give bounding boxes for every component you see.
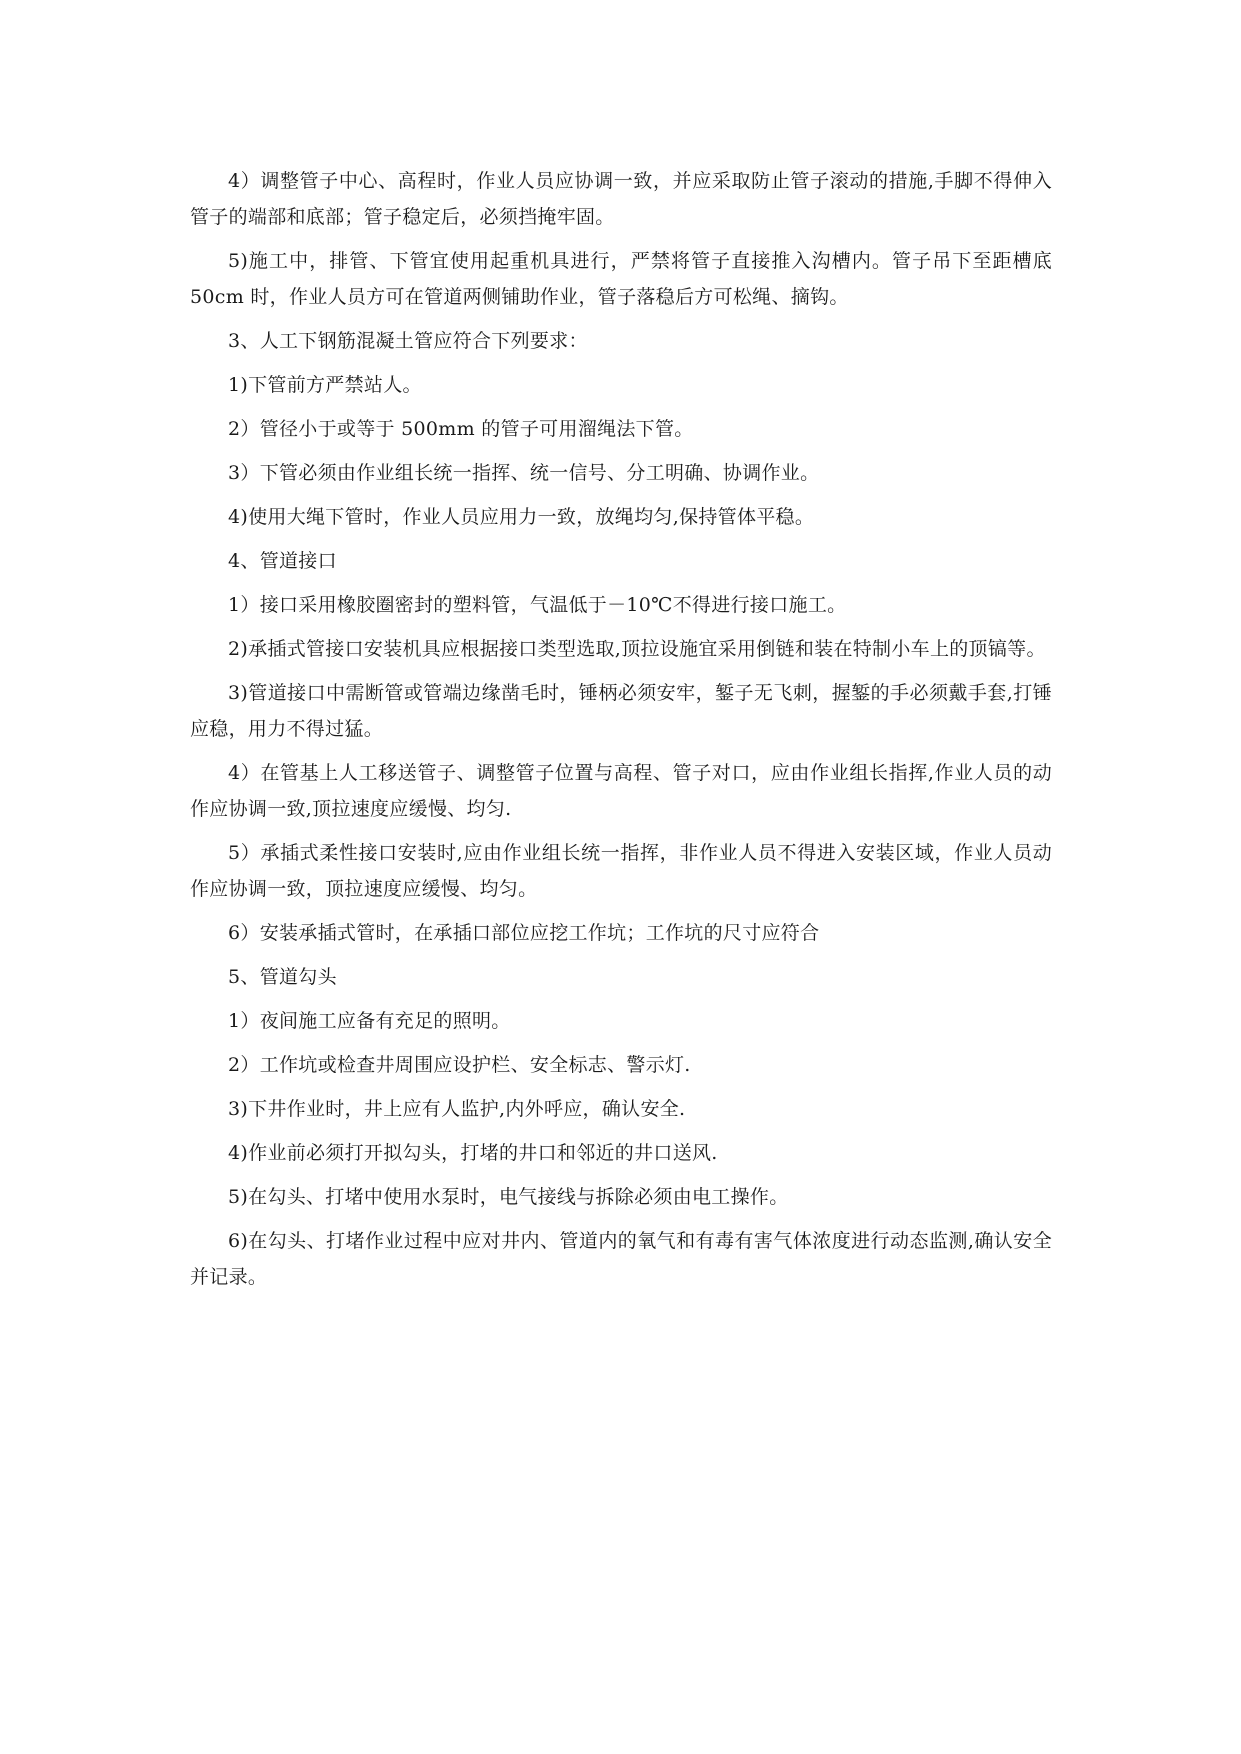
paragraph: 1)下管前方严禁站人。 — [228, 374, 422, 396]
paragraph: 1）夜间施工应备有充足的照明。 — [228, 1010, 511, 1032]
paragraph: 3）下管必须由作业组长统一指挥、统一信号、分工明确、协调作业。 — [228, 462, 820, 484]
paragraph: 4）调整管子中心、高程时，作业人员应协调一致，并应采取防止管子滚动的措施,手脚不得伸入管子的端部和底部；管子稳定后，必须挡掩牢固。 — [190, 170, 1052, 228]
paragraph: 2）管径小于或等于 500mm 的管子可用溜绳法下管。 — [228, 418, 694, 440]
section-heading: 5、管道勾头 — [228, 966, 337, 988]
paragraph: 2）工作坑或检查井周围应设护栏、安全标志、警示灯. — [228, 1054, 691, 1076]
paragraph: 2)承插式管接口安装机具应根据接口类型选取,顶拉设施宜采用倒链和装在特制小车上的顶镐等。 — [228, 638, 1046, 660]
paragraph: 5）承插式柔性接口安装时,应由作业组长统一指挥，非作业人员不得进入安装区域，作业人员动作应协调一致，顶拉速度应缓慢、均匀。 — [190, 842, 1052, 900]
paragraph: 6)在勾头、打堵作业过程中应对井内、管道内的氧气和有毒有害气体浓度进行动态监测,确认安全并记录。 — [190, 1230, 1052, 1288]
paragraph: 4）在管基上人工移送管子、调整管子位置与高程、管子对口，应由作业组长指挥,作业人员的动作应协调一致,顶拉速度应缓慢、均匀. — [190, 762, 1052, 820]
paragraph: 5)施工中，排管、下管宜使用起重机具进行，严禁将管子直接推入沟槽内。管子吊下至距槽底 50cm 时，作业人员方可在管道两侧铺助作业，管子落稳后方可松绳、摘钩。 — [190, 250, 1052, 308]
paragraph: 3)下井作业时，井上应有人监护,内外呼应，确认安全. — [228, 1098, 686, 1120]
paragraph: 6）安装承插式管时，在承插口部位应挖工作坑；工作坑的尺寸应符合 — [228, 922, 820, 944]
paragraph: 1）接口采用橡胶圈密封的塑料管，气温低于－10℃不得进行接口施工。 — [228, 594, 847, 616]
section-heading: 4、管道接口 — [228, 550, 337, 572]
paragraph: 3)管道接口中需断管或管端边缘凿毛时，锤柄必须安牢，錾子无飞刺，握錾的手必须戴手套,打锤应稳，用力不得过猛。 — [190, 682, 1052, 740]
paragraph: 4)使用大绳下管时，作业人员应用力一致，放绳均匀,保持管体平稳。 — [228, 506, 815, 528]
document-body — [190, 163, 1052, 1303]
section-heading: 3、人工下钢筋混凝土管应符合下列要求： — [228, 330, 588, 352]
paragraph: 4)作业前必须打开拟勾头，打堵的井口和邻近的井口送风. — [228, 1142, 718, 1164]
paragraph: 5)在勾头、打堵中使用水泵时，电气接线与拆除必须由电工操作。 — [228, 1186, 789, 1208]
